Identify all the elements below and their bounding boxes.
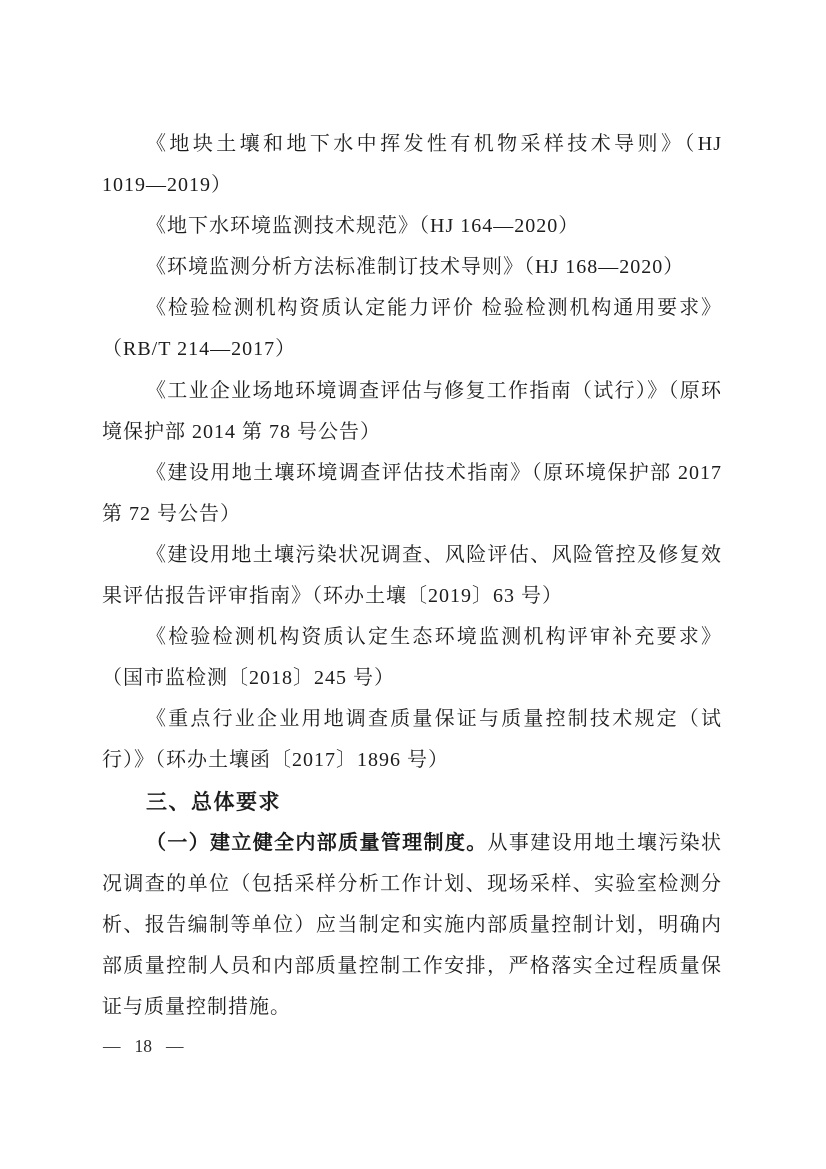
- paragraph-line: 析、报告编制等单位）应当制定和实施内部质量控制计划，明确内: [102, 913, 722, 936]
- reference-line: （RB/T 214—2017）: [102, 338, 297, 361]
- reference-line: 《工业企业场地环境调查评估与修复工作指南（试行）》（原环: [146, 379, 722, 402]
- paragraph-first-line: [102, 823, 722, 864]
- reference-line: 《重点行业企业用地调查质量保证与质量控制技术规定（试: [146, 708, 722, 731]
- reference-line: 《检验检测机构资质认定生态环境监测机构评审补充要求》: [146, 626, 722, 649]
- footer-dash-right: —: [166, 1036, 184, 1056]
- reference-line: 《地下水环境监测技术规范》（HJ 164—2020）: [146, 215, 580, 238]
- paragraph-line: 证与质量控制措施。: [102, 995, 291, 1018]
- section-heading: 三、总体要求: [146, 790, 281, 814]
- reference-line: （国市监检测〔2018〕245 号）: [102, 667, 395, 690]
- reference-line: 《建设用地土壤污染状况调查、风险评估、风险管控及修复效: [146, 543, 722, 566]
- reference-line: 《地块土壤和地下水中挥发性有机物采样技术导则》（HJ: [146, 133, 722, 155]
- document-body: [102, 124, 722, 1028]
- reference-line: 果评估报告评审指南》（环办土壤〔2019〕63 号）: [102, 585, 563, 608]
- footer-dash-left: —: [103, 1036, 121, 1056]
- paragraph-bold-lead: （一）建立健全内部质量管理制度。: [146, 831, 488, 854]
- reference-line: 1019—2019）: [102, 174, 232, 197]
- page-footer: [103, 1034, 184, 1058]
- reference-line: 第 72 号公告）: [102, 502, 241, 525]
- reference-line: 《建设用地土壤环境调查评估技术指南》（原环境保护部 2017: [146, 461, 722, 484]
- paragraph-line: 况调查的单位（包括采样分析工作计划、现场采样、实验室检测分: [102, 872, 722, 895]
- paragraph-text: 从事建设用地土壤污染状: [487, 831, 722, 854]
- reference-line: 《环境监测分析方法标准制订技术导则》（HJ 168—2020）: [146, 256, 685, 279]
- paragraph-line: 部质量控制人员和内部质量控制工作安排，严格落实全过程质量保: [102, 954, 722, 977]
- reference-line: 行）》（环办土壤函〔2017〕1896 号）: [102, 749, 449, 772]
- reference-line: 境保护部 2014 第 78 号公告）: [102, 420, 381, 443]
- page-number: 18: [134, 1036, 152, 1056]
- reference-line: 《检验检测机构资质认定能力评价 检验检测机构通用要求》: [146, 297, 722, 320]
